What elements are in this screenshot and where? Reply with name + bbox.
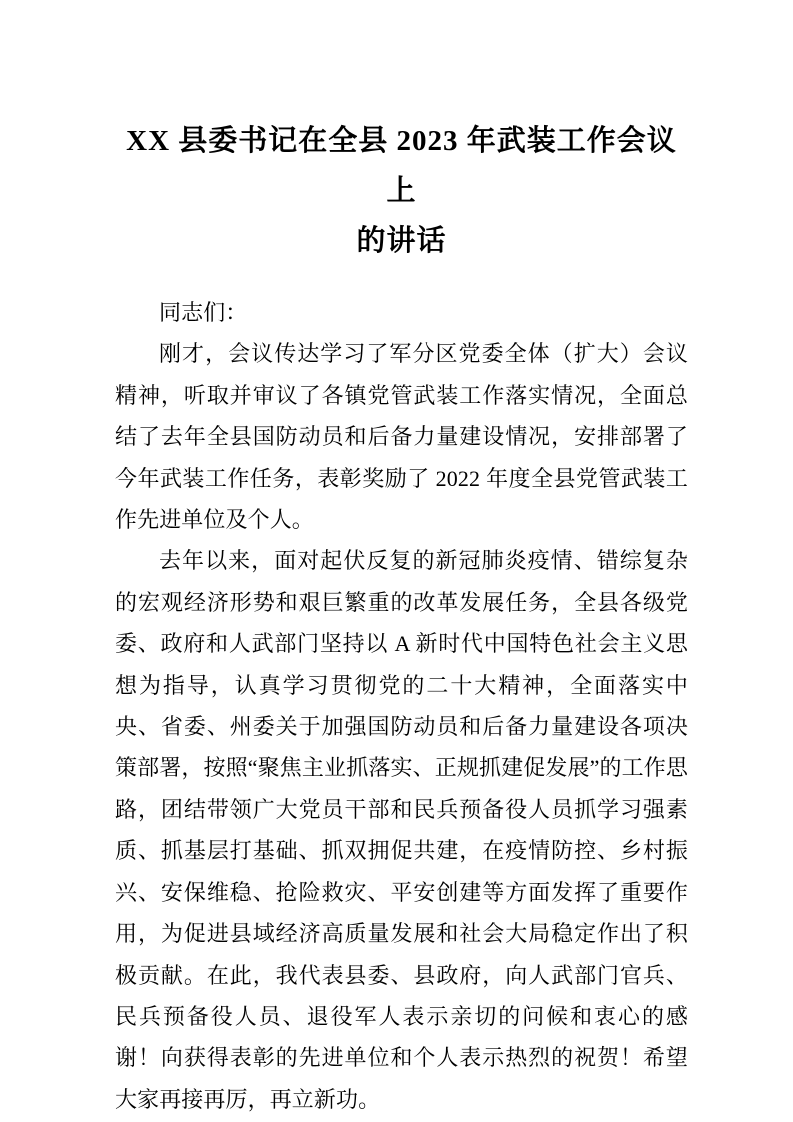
paragraph-year-review: 去年以来，面对起伏反复的新冠肺炎疫情、错综复杂的宏观经济形势和艰巨繁重的改革发展任务，全县各级党委、政府和人武部门坚持以 A 新时代中国特色社会主义思想为指导，认真学习贯彻党的二十大精神，全面落实中央、省委、州委关于加强国防动员和后备力量建设各项决策部署，按照“聚焦主业抓落实、正规抓建促发展”的工作思路，团结带领广大党员干部和民兵预备役人员抓学习强素质、抓基层打基础、抓双拥促共建，在疫情防控、乡村振兴、安保维稳、抢险救灾、平安创建等方面发挥了重要作用，为促进县域经济高质量发展和社会大局稳定作出了积极贡献。在此，我代表县委、县政府，向人武部门官兵、民兵预备役人员、退役军人表示亲切的问候和衷心的感谢！向获得表彰的先进单位和个人表示热烈的祝贺！希望大家再接再厉，再立新功。 [115,548,688,1112]
document-content [115,116,688,1120]
paragraph-meeting-summary: 刚才，会议传达学习了军分区党委全体（扩大）会议精神，听取并审议了各镇党管武装工作落实情况，全面总结了去年全县国防动员和后备力量建设情况，安排部署了今年武装工作任务，表彰奖励了 2022 年度全县党管武装工作先进单位及个人。 [115,341,688,533]
document-title-line-2: 的讲话 [356,225,447,257]
paragraph-greeting: 同志们： [159,300,248,325]
document-title [115,116,688,266]
document-title-line-1: XX 县委书记在全县 2023 年武装工作会议上 [126,125,677,207]
